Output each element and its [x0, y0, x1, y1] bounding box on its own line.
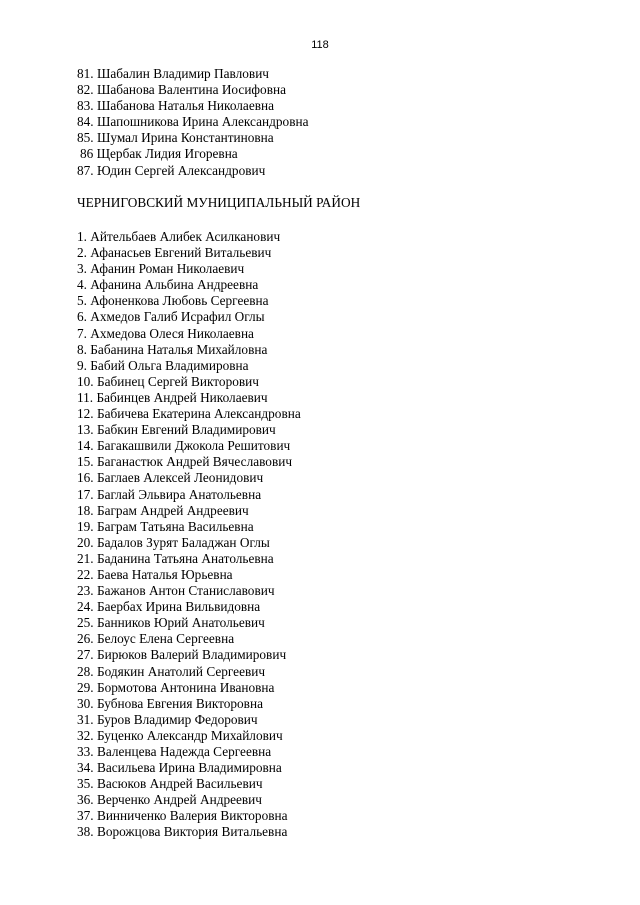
- name-list-section: [77, 229, 301, 841]
- list-item: 85. Шумал Ирина Константиновна: [77, 130, 274, 146]
- section-heading: ЧЕРНИГОВСКИЙ МУНИЦИПАЛЬНЫЙ РАЙОН: [77, 195, 361, 210]
- list-item: 37. Винниченко Валерия Викторовна: [77, 808, 288, 824]
- list-item: 26. Белоус Елена Сергеевна: [77, 631, 235, 647]
- list-item: 29. Бормотова Антонина Ивановна: [77, 679, 275, 695]
- list-item: 32. Буценко Александр Михайлович: [77, 727, 283, 743]
- list-item: 2. Афанасьев Евгений Витальевич: [77, 245, 272, 261]
- list-item: 17. Баглай Эльвира Анатольевна: [77, 486, 262, 502]
- name-list-continued: [77, 66, 309, 179]
- list-item: 25. Банников Юрий Анатольевич: [77, 615, 265, 631]
- list-item: 84. Шапошникова Ирина Александровна: [77, 114, 309, 130]
- list-item: 87. Юдин Сергей Александрович: [77, 162, 266, 178]
- list-item: 21. Баданина Татьяна Анатольевна: [77, 550, 274, 566]
- list-item: 23. Бажанов Антон Станиславович: [77, 583, 275, 599]
- list-item: 36. Верченко Андрей Андреевич: [77, 792, 262, 808]
- list-item: 4. Афанина Альбина Андреевна: [77, 277, 259, 293]
- list-item: 22. Баева Наталья Юрьевна: [77, 566, 233, 582]
- list-item: 33. Валенцева Надежда Сергеевна: [77, 744, 272, 759]
- list-item: 8. Бабанина Наталья Михайловна: [77, 341, 268, 357]
- list-item: 19. Баграм Татьяна Васильевна: [77, 518, 254, 534]
- list-item: 14. Багакашвили Джокола Решитович: [77, 438, 291, 454]
- list-item: 6. Ахмедов Галиб Исрафил Оглы: [77, 309, 265, 325]
- list-item: 9. Бабий Ольга Владимировна: [77, 357, 249, 373]
- list-item: 13. Бабкин Евгений Владимирович: [77, 422, 276, 438]
- list-item: 10. Бабинец Сергей Викторович: [77, 373, 259, 389]
- list-item: 34. Васильева Ирина Владимировна: [77, 760, 282, 776]
- list-item: 7. Ахмедова Олеся Николаевна: [77, 325, 254, 341]
- list-item: 5. Афоненкова Любовь Сергеевна: [77, 293, 269, 309]
- list-item: 83. Шабанова Наталья Николаевна: [77, 98, 275, 114]
- list-item: 35. Васюков Андрей Васильевич: [77, 776, 263, 792]
- list-item: 1. Айтельбаев Алибек Асилканович: [77, 229, 281, 244]
- list-item: 16. Баглаев Алексей Леонидович: [77, 470, 264, 486]
- list-item: 11. Бабинцев Андрей Николаевич: [77, 389, 268, 405]
- list-item: 82. Шабанова Валентина Иосифовна: [77, 82, 286, 98]
- page-number: 118: [311, 39, 329, 51]
- list-item: 15. Баганастюк Андрей Вячеславович: [77, 454, 293, 470]
- list-item: 86 Щербак Лидия Игоревна: [80, 146, 238, 162]
- list-item: 81. Шабалин Владимир Павлович: [77, 66, 269, 81]
- list-item: 3. Афанин Роман Николаевич: [77, 261, 245, 277]
- list-item: 28. Бодякин Анатолий Сергеевич: [77, 663, 266, 679]
- list-item: 18. Баграм Андрей Андреевич: [77, 502, 249, 518]
- list-item: 31. Буров Владимир Федорович: [77, 711, 258, 727]
- list-item: 38. Ворожцова Виктория Витальевна: [77, 824, 288, 840]
- list-item: 27. Бирюков Валерий Владимирович: [77, 647, 287, 663]
- list-item: 24. Баербах Ирина Вильвидовна: [77, 599, 261, 615]
- list-item: 12. Бабичева Екатерина Александровна: [77, 406, 301, 422]
- list-item: 20. Бадалов Зурят Баладжан Оглы: [77, 534, 270, 550]
- list-item: 30. Бубнова Евгения Викторовна: [77, 695, 263, 711]
